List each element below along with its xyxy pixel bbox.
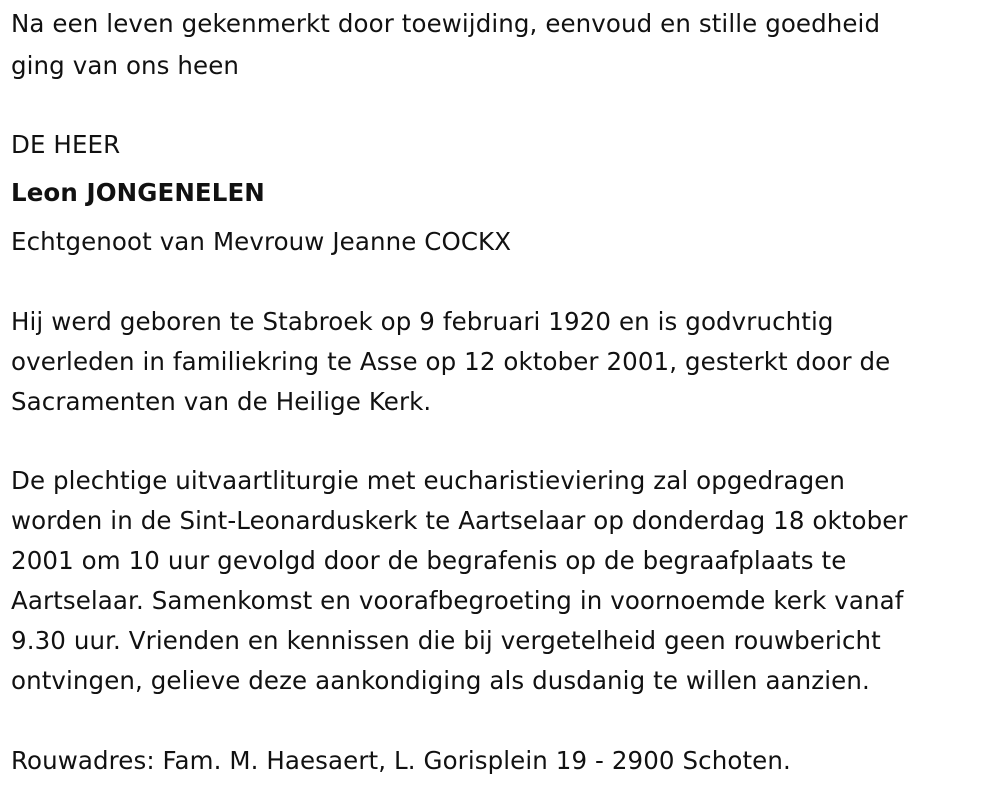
- spouse-line: Echtgenoot van Mevrouw Jeanne COCKX: [11, 227, 512, 256]
- birth-death-line-3: Sacramenten van de Heilige Kerk.: [11, 387, 432, 416]
- funeral-line-3: 2001 om 10 uur gevolgd door de begrafenis op de begraafplaats te: [11, 546, 847, 575]
- honorific-title: DE HEER: [11, 130, 121, 159]
- birth-death-line-2: overleden in familiekring te Asse op 12 oktober 2001, gesterkt door de: [11, 347, 891, 376]
- deceased-name: Leon JONGENELEN: [11, 178, 265, 207]
- funeral-line-4: Aartselaar. Samenkomst en voorafbegroeting in voornoemde kerk vanaf: [11, 586, 904, 615]
- intro-line-2: ging van ons heen: [11, 51, 240, 80]
- mourning-address: Rouwadres: Fam. M. Haesaert, L. Gorisplein 19 - 2900 Schoten.: [11, 746, 791, 775]
- funeral-line-1: De plechtige uitvaartliturgie met eucharistieviering zal opgedragen: [11, 466, 846, 495]
- birth-death-line-1: Hij werd geboren te Stabroek op 9 februari 1920 en is godvruchtig: [11, 307, 834, 336]
- funeral-line-6: ontvingen, gelieve deze aankondiging als dusdanig te willen aanzien.: [11, 666, 870, 695]
- intro-line-1: Na een leven gekenmerkt door toewijding, eenvoud en stille goedheid: [11, 9, 881, 38]
- funeral-line-5: 9.30 uur. Vrienden en kennissen die bij vergetelheid geen rouwbericht: [11, 626, 881, 655]
- funeral-line-2: worden in de Sint-Leonarduskerk te Aartselaar op donderdag 18 oktober: [11, 506, 908, 535]
